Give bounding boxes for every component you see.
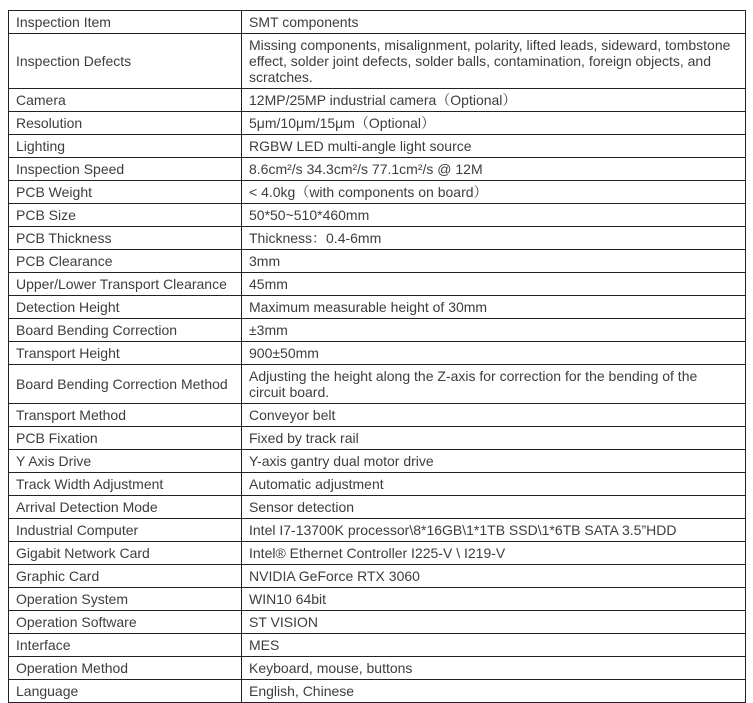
spec-value: 50*50~510*460mm xyxy=(242,204,746,227)
spec-label: Transport Height xyxy=(9,342,242,365)
table-row xyxy=(9,519,746,542)
spec-value: 900±50mm xyxy=(242,342,746,365)
spec-value: < 4.0kg（with components on board） xyxy=(242,181,746,204)
spec-label: Language xyxy=(9,680,242,703)
table-row xyxy=(9,542,746,565)
specs-table xyxy=(8,10,746,703)
spec-value: Conveyor belt xyxy=(242,404,746,427)
spec-value: Fixed by track rail xyxy=(242,427,746,450)
spec-value: Sensor detection xyxy=(242,496,746,519)
spec-label: Industrial Computer xyxy=(9,519,242,542)
spec-label: Inspection Speed xyxy=(9,158,242,181)
table-row xyxy=(9,680,746,703)
spec-label: Interface xyxy=(9,634,242,657)
table-row xyxy=(9,565,746,588)
table-row xyxy=(9,181,746,204)
spec-value: Automatic adjustment xyxy=(242,473,746,496)
spec-value: ST VISION xyxy=(242,611,746,634)
table-row xyxy=(9,204,746,227)
table-row xyxy=(9,588,746,611)
spec-value: English, Chinese xyxy=(242,680,746,703)
table-row xyxy=(9,11,746,34)
spec-value: MES xyxy=(242,634,746,657)
spec-value: WIN10 64bit xyxy=(242,588,746,611)
spec-label: Inspection Item xyxy=(9,11,242,34)
spec-label: Resolution xyxy=(9,112,242,135)
table-row xyxy=(9,34,746,89)
spec-value: 5μm/10μm/15μm（Optional） xyxy=(242,112,746,135)
table-row xyxy=(9,365,746,404)
table-row xyxy=(9,427,746,450)
spec-value: 3mm xyxy=(242,250,746,273)
specs-table-body xyxy=(9,11,746,703)
table-row xyxy=(9,227,746,250)
spec-value: Maximum measurable height of 30mm xyxy=(242,296,746,319)
spec-label: Graphic Card xyxy=(9,565,242,588)
spec-value: SMT components xyxy=(242,11,746,34)
spec-label: Board Bending Correction Method xyxy=(9,365,242,404)
table-row xyxy=(9,342,746,365)
table-row xyxy=(9,404,746,427)
spec-value: Keyboard, mouse, buttons xyxy=(242,657,746,680)
spec-label: Inspection Defects xyxy=(9,34,242,89)
spec-label: Gigabit Network Card xyxy=(9,542,242,565)
spec-value: Intel I7-13700K processor\8*16GB\1*1TB SSD\1*6TB SATA 3.5”HDD xyxy=(242,519,746,542)
table-row xyxy=(9,473,746,496)
spec-label: PCB Size xyxy=(9,204,242,227)
table-row xyxy=(9,250,746,273)
spec-value: Thickness：0.4-6mm xyxy=(242,227,746,250)
spec-value: 8.6cm²/s 34.3cm²/s 77.1cm²/s @ 12M xyxy=(242,158,746,181)
spec-value: Y-axis gantry dual motor drive xyxy=(242,450,746,473)
spec-label: PCB Thickness xyxy=(9,227,242,250)
spec-value: Adjusting the height along the Z-axis for correction for the bending of the circuit board. xyxy=(242,365,746,404)
table-row xyxy=(9,135,746,158)
spec-label: Operation Software xyxy=(9,611,242,634)
spec-label: PCB Clearance xyxy=(9,250,242,273)
table-row xyxy=(9,634,746,657)
spec-label: Camera xyxy=(9,89,242,112)
spec-value: 45mm xyxy=(242,273,746,296)
spec-label: Detection Height xyxy=(9,296,242,319)
spec-value: Missing components, misalignment, polarity, lifted leads, sideward, tombstone effect, solder joint defects, solder balls, contamination, foreign objects, and scratches. xyxy=(242,34,746,89)
spec-value: NVIDIA GeForce RTX 3060 xyxy=(242,565,746,588)
table-row xyxy=(9,89,746,112)
spec-value: Intel® Ethernet Controller I225-V \ I219-V xyxy=(242,542,746,565)
table-row xyxy=(9,319,746,342)
spec-value: RGBW LED multi-angle light source xyxy=(242,135,746,158)
spec-label: Operation Method xyxy=(9,657,242,680)
table-row xyxy=(9,657,746,680)
table-row xyxy=(9,158,746,181)
spec-label: PCB Weight xyxy=(9,181,242,204)
table-row xyxy=(9,273,746,296)
table-row xyxy=(9,112,746,135)
table-row xyxy=(9,496,746,519)
spec-label: Board Bending Correction xyxy=(9,319,242,342)
spec-label: Transport Method xyxy=(9,404,242,427)
spec-label: Track Width Adjustment xyxy=(9,473,242,496)
table-row xyxy=(9,450,746,473)
spec-label: Arrival Detection Mode xyxy=(9,496,242,519)
spec-label: Lighting xyxy=(9,135,242,158)
spec-label: PCB Fixation xyxy=(9,427,242,450)
table-row xyxy=(9,296,746,319)
spec-label: Y Axis Drive xyxy=(9,450,242,473)
table-row xyxy=(9,611,746,634)
spec-label: Operation System xyxy=(9,588,242,611)
spec-value: 12MP/25MP industrial camera（Optional） xyxy=(242,89,746,112)
spec-value: ±3mm xyxy=(242,319,746,342)
spec-label: Upper/Lower Transport Clearance xyxy=(9,273,242,296)
